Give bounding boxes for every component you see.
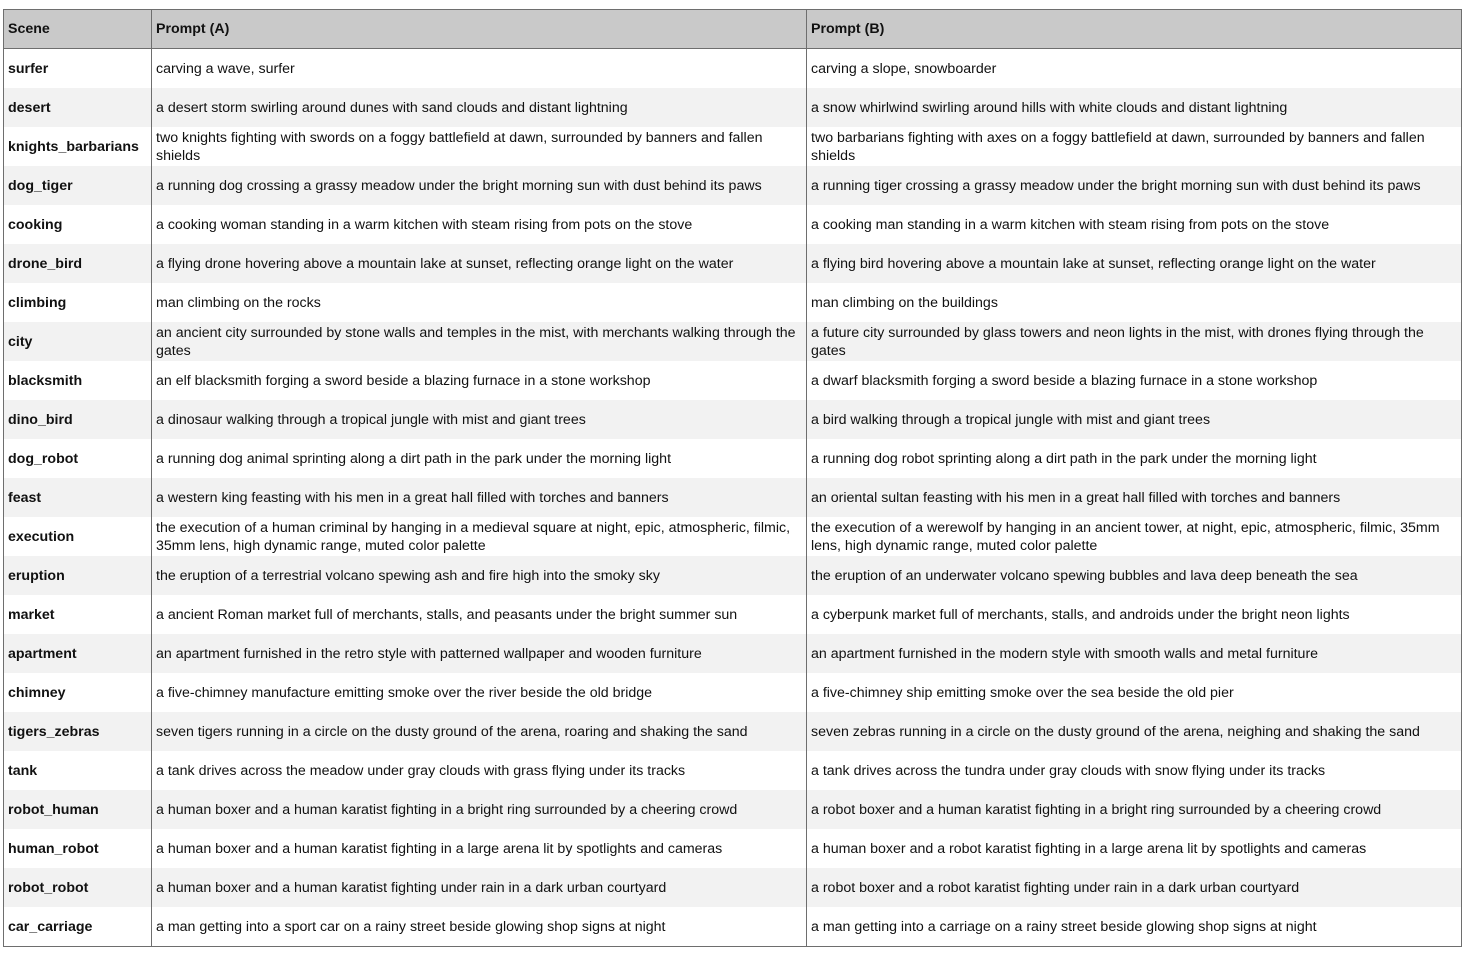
scene-cell: surfer	[4, 49, 152, 89]
prompt-b-cell: a bird walking through a tropical jungle with mist and giant trees	[807, 400, 1462, 439]
scene-cell: cooking	[4, 205, 152, 244]
table-row	[4, 829, 1462, 868]
prompt-a-cell: a running dog animal sprinting along a dirt path in the park under the morning light	[152, 439, 807, 478]
scene-cell: car_carriage	[4, 907, 152, 947]
scene-cell: execution	[4, 517, 152, 556]
prompt-b-cell: a flying bird hovering above a mountain lake at sunset, reflecting orange light on the water	[807, 244, 1462, 283]
prompt-a-cell: a running dog crossing a grassy meadow under the bright morning sun with dust behind its paws	[152, 166, 807, 205]
prompt-b-cell: a dwarf blacksmith forging a sword beside a blazing furnace in a stone workshop	[807, 361, 1462, 400]
table-row	[4, 283, 1462, 322]
table-body	[4, 49, 1462, 947]
table-row	[4, 49, 1462, 89]
scene-cell: dog_robot	[4, 439, 152, 478]
prompt-b-cell: a running tiger crossing a grassy meadow under the bright morning sun with dust behind its paws	[807, 166, 1462, 205]
prompt-b-cell: carving a slope, snowboarder	[807, 49, 1462, 89]
prompt-b-cell: a cyberpunk market full of merchants, stalls, and androids under the bright neon lights	[807, 595, 1462, 634]
table-row	[4, 478, 1462, 517]
prompt-a-cell: a five-chimney manufacture emitting smoke over the river beside the old bridge	[152, 673, 807, 712]
prompt-b-cell: a snow whirlwind swirling around hills with white clouds and distant lightning	[807, 88, 1462, 127]
table-row	[4, 166, 1462, 205]
prompt-a-cell: a human boxer and a human karatist fighting in a large arena lit by spotlights and cameras	[152, 829, 807, 868]
prompt-a-cell: the eruption of a terrestrial volcano spewing ash and fire high into the smoky sky	[152, 556, 807, 595]
scene-cell: blacksmith	[4, 361, 152, 400]
column-header-prompt-a: Prompt (A)	[152, 10, 807, 49]
scene-cell: robot_robot	[4, 868, 152, 907]
prompt-comparison-table	[3, 9, 1462, 947]
scene-cell: city	[4, 322, 152, 361]
prompt-a-cell: a human boxer and a human karatist fighting under rain in a dark urban courtyard	[152, 868, 807, 907]
scene-cell: knights_barbarians	[4, 127, 152, 166]
table-row	[4, 907, 1462, 947]
table-row	[4, 361, 1462, 400]
prompt-b-cell: a man getting into a carriage on a rainy street beside glowing shop signs at night	[807, 907, 1462, 947]
prompt-a-cell: two knights fighting with swords on a foggy battlefield at dawn, surrounded by banners and fallen shields	[152, 127, 807, 166]
scene-cell: desert	[4, 88, 152, 127]
prompt-b-cell: a five-chimney ship emitting smoke over the sea beside the old pier	[807, 673, 1462, 712]
scene-cell: chimney	[4, 673, 152, 712]
scene-cell: tigers_zebras	[4, 712, 152, 751]
prompt-b-cell: the execution of a werewolf by hanging in an ancient tower, at night, epic, atmospheric, filmic, 35mm lens, high dynamic range, muted color palette	[807, 517, 1462, 556]
prompt-b-cell: a cooking man standing in a warm kitchen with steam rising from pots on the stove	[807, 205, 1462, 244]
prompt-b-cell: a human boxer and a robot karatist fighting in a large arena lit by spotlights and cameras	[807, 829, 1462, 868]
prompt-a-cell: a cooking woman standing in a warm kitchen with steam rising from pots on the stove	[152, 205, 807, 244]
prompt-b-cell: seven zebras running in a circle on the dusty ground of the arena, neighing and shaking the sand	[807, 712, 1462, 751]
scene-cell: dog_tiger	[4, 166, 152, 205]
table-row	[4, 400, 1462, 439]
column-header-scene: Scene	[4, 10, 152, 49]
scene-cell: apartment	[4, 634, 152, 673]
prompt-a-cell: an apartment furnished in the retro style with patterned wallpaper and wooden furniture	[152, 634, 807, 673]
prompt-a-cell: the execution of a human criminal by hanging in a medieval square at night, epic, atmospheric, filmic, 35mm lens, high dynamic range, muted color palette	[152, 517, 807, 556]
table-row	[4, 751, 1462, 790]
prompt-b-cell: the eruption of an underwater volcano spewing bubbles and lava deep beneath the sea	[807, 556, 1462, 595]
table-row	[4, 322, 1462, 361]
prompt-a-cell: a man getting into a sport car on a rainy street beside glowing shop signs at night	[152, 907, 807, 947]
table-row	[4, 556, 1462, 595]
table-row	[4, 127, 1462, 166]
prompt-b-cell: an oriental sultan feasting with his men in a great hall filled with torches and banners	[807, 478, 1462, 517]
table-row	[4, 88, 1462, 127]
prompt-a-cell: a ancient Roman market full of merchants, stalls, and peasants under the bright summer sun	[152, 595, 807, 634]
table-row	[4, 868, 1462, 907]
scene-cell: tank	[4, 751, 152, 790]
prompt-a-cell: an ancient city surrounded by stone walls and temples in the mist, with merchants walking through the gates	[152, 322, 807, 361]
prompt-b-cell: a tank drives across the tundra under gray clouds with snow flying under its tracks	[807, 751, 1462, 790]
prompt-b-cell: a robot boxer and a robot karatist fighting under rain in a dark urban courtyard	[807, 868, 1462, 907]
scene-cell: drone_bird	[4, 244, 152, 283]
prompt-b-cell: man climbing on the buildings	[807, 283, 1462, 322]
scene-cell: human_robot	[4, 829, 152, 868]
prompt-a-cell: a dinosaur walking through a tropical jungle with mist and giant trees	[152, 400, 807, 439]
scene-cell: market	[4, 595, 152, 634]
scene-cell: eruption	[4, 556, 152, 595]
prompt-b-cell: a running dog robot sprinting along a dirt path in the park under the morning light	[807, 439, 1462, 478]
prompt-a-cell: a flying drone hovering above a mountain lake at sunset, reflecting orange light on the water	[152, 244, 807, 283]
table-row	[4, 634, 1462, 673]
table-row	[4, 439, 1462, 478]
table-row	[4, 205, 1462, 244]
prompt-b-cell: a robot boxer and a human karatist fighting in a bright ring surrounded by a cheering crowd	[807, 790, 1462, 829]
prompt-a-cell: an elf blacksmith forging a sword beside a blazing furnace in a stone workshop	[152, 361, 807, 400]
header-row	[4, 10, 1462, 49]
scene-cell: robot_human	[4, 790, 152, 829]
prompt-a-cell: man climbing on the rocks	[152, 283, 807, 322]
prompt-a-cell: carving a wave, surfer	[152, 49, 807, 89]
table-row	[4, 712, 1462, 751]
table-row	[4, 595, 1462, 634]
table-row	[4, 673, 1462, 712]
prompt-a-cell: a desert storm swirling around dunes with sand clouds and distant lightning	[152, 88, 807, 127]
table-row	[4, 244, 1462, 283]
prompt-b-cell: an apartment furnished in the modern style with smooth walls and metal furniture	[807, 634, 1462, 673]
scene-cell: climbing	[4, 283, 152, 322]
prompt-a-cell: a western king feasting with his men in a great hall filled with torches and banners	[152, 478, 807, 517]
prompt-a-cell: a human boxer and a human karatist fighting in a bright ring surrounded by a cheering crowd	[152, 790, 807, 829]
prompt-b-cell: a future city surrounded by glass towers and neon lights in the mist, with drones flying through the gates	[807, 322, 1462, 361]
prompt-a-cell: seven tigers running in a circle on the dusty ground of the arena, roaring and shaking the sand	[152, 712, 807, 751]
scene-cell: feast	[4, 478, 152, 517]
column-header-prompt-b: Prompt (B)	[807, 10, 1462, 49]
prompt-b-cell: two barbarians fighting with axes on a foggy battlefield at dawn, surrounded by banners and fallen shields	[807, 127, 1462, 166]
table-row	[4, 517, 1462, 556]
scene-cell: dino_bird	[4, 400, 152, 439]
prompt-a-cell: a tank drives across the meadow under gray clouds with grass flying under its tracks	[152, 751, 807, 790]
table-row	[4, 790, 1462, 829]
